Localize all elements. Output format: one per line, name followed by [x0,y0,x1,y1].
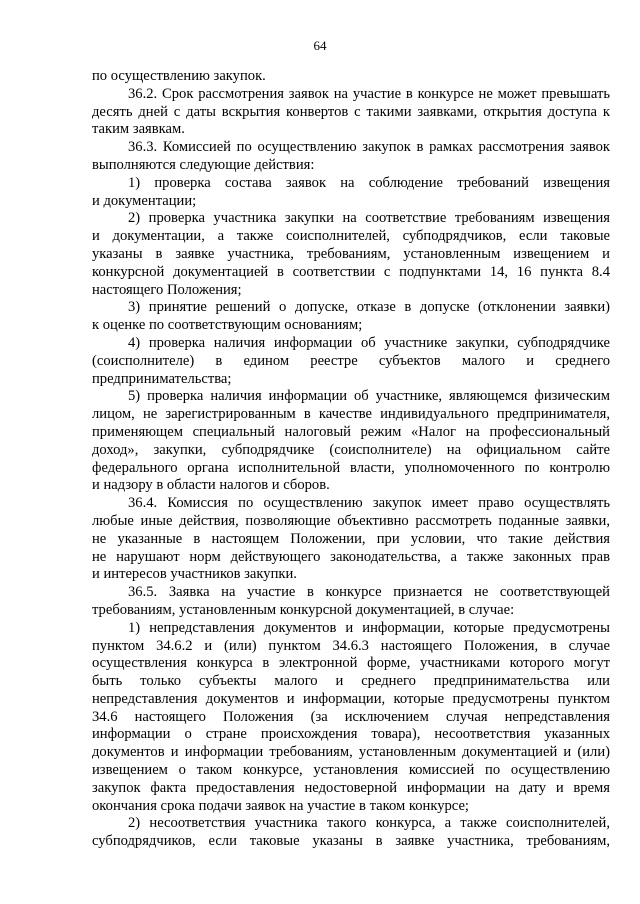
text-line: требованиям, установленным конкурсной документацией, в случае: [92,601,515,618]
text-line: документов и информации требованиям, установленным документацией и (или) [92,744,610,761]
text-line: федерального органа исполнительной власти, уполномоченного по контролю [92,459,610,476]
text-line: выполняются следующие действия: [92,156,315,173]
text-line: десять дней с даты вскрытия конвертов с такими заявками, открытия доступа к [92,103,610,120]
text-line: 2) проверка участника закупки на соответствие требованиям извещения [128,210,610,227]
body-text [92,68,610,851]
text-line: любые иные действия, позволяющие объективно рассмотреть поданные заявки, [92,512,610,529]
text-line: не нарушают норм действующего законодательства, а также законных прав [92,548,610,565]
text-line: конкурсной документацией в соответствии с подпунктами 14, 16 пункта 8.4 [92,263,610,280]
text-line: лицом, не зарегистрированным в качестве индивидуального предпринимателя, [92,406,610,423]
text-line: 1) проверка состава заявок на соблюдение требований извещения [128,174,610,191]
text-line: субподрядчиков, если таковые указаны в заявке участника, требованиям, [92,833,610,850]
text-line: непредставления документов и информации, которые предусмотрены пунктом [92,690,610,707]
text-line: таким заявкам. [92,121,185,138]
text-line: (соисполнителе) в едином реестре субъектов малого и среднего [92,352,610,369]
text-line: быть только субъекты малого и среднего предпринимательства или [92,673,610,690]
text-line: закупок факта предоставления недостоверной информации на дату и время [92,779,610,796]
text-line: пунктом 34.6.2 и (или) пунктом 34.6.3 настоящего Положения, в случае [92,637,610,654]
text-line: 3) принятие решений о допуске, отказе в допуске (отклонении заявки) [128,299,610,316]
text-line: 34.6 настоящего Положения (за исключением случая непредставления [92,708,610,725]
text-line: предпринимательства; [92,370,232,387]
text-line: применяющем специальный налоговый режим «Налог на профессиональный [92,423,610,440]
text-line: 4) проверка наличия информации об участнике закупки, субподрядчике [128,334,610,351]
text-line: 1) непредставления документов и информации, которые предусмотрены [128,619,610,636]
text-line: 36.5. Заявка на участие в конкурсе признается не соответствующей [128,584,610,601]
text-line: информации о стране происхождения товара), несоответствия указанных [92,726,610,743]
text-line: доход», закупки, субподрядчике (соисполнителе) на официальном сайте [92,441,610,458]
text-line: 36.2. Срок рассмотрения заявок на участие в конкурсе не может превышать [128,85,610,102]
text-line: и надзору в области налогов и сборов. [92,477,330,494]
text-line: к оценке по соответствующим основаниям; [92,317,363,334]
text-line: 2) несоответствия участника такого конкурса, а также соисполнителей, [128,815,610,832]
text-line: окончания срока подачи заявок на участие в таком конкурсе; [92,797,469,814]
text-line: осуществления конкурса в электронной форме, участниками которого могут [92,655,610,672]
text-line: извещением о таком конкурсе, установления комиссией по осуществлению [92,762,610,779]
page-number: 64 [313,38,327,53]
text-line: указаны в заявке участника, требованиям, установленным извещением и [92,245,610,262]
text-line: и интересов участников закупки. [92,566,297,583]
text-line: настоящего Положения; [92,281,242,298]
text-line: 36.4. Комиссия по осуществлению закупок имеет право осуществлять [128,495,610,512]
text-line: по осуществлению закупок. [92,68,266,84]
text-line: не указанные в настоящем Положении, при условии, что такие действия [92,530,610,547]
text-line: 36.3. Комиссией по осуществлению закупок в рамках рассмотрения заявок [128,139,610,156]
text-line: и документации, а также соисполнителей, субподрядчиков, если таковые [92,228,610,245]
text-line: и документации; [92,192,197,209]
text-line: 5) проверка наличия информации об участнике, являющемся физическим [128,388,610,405]
